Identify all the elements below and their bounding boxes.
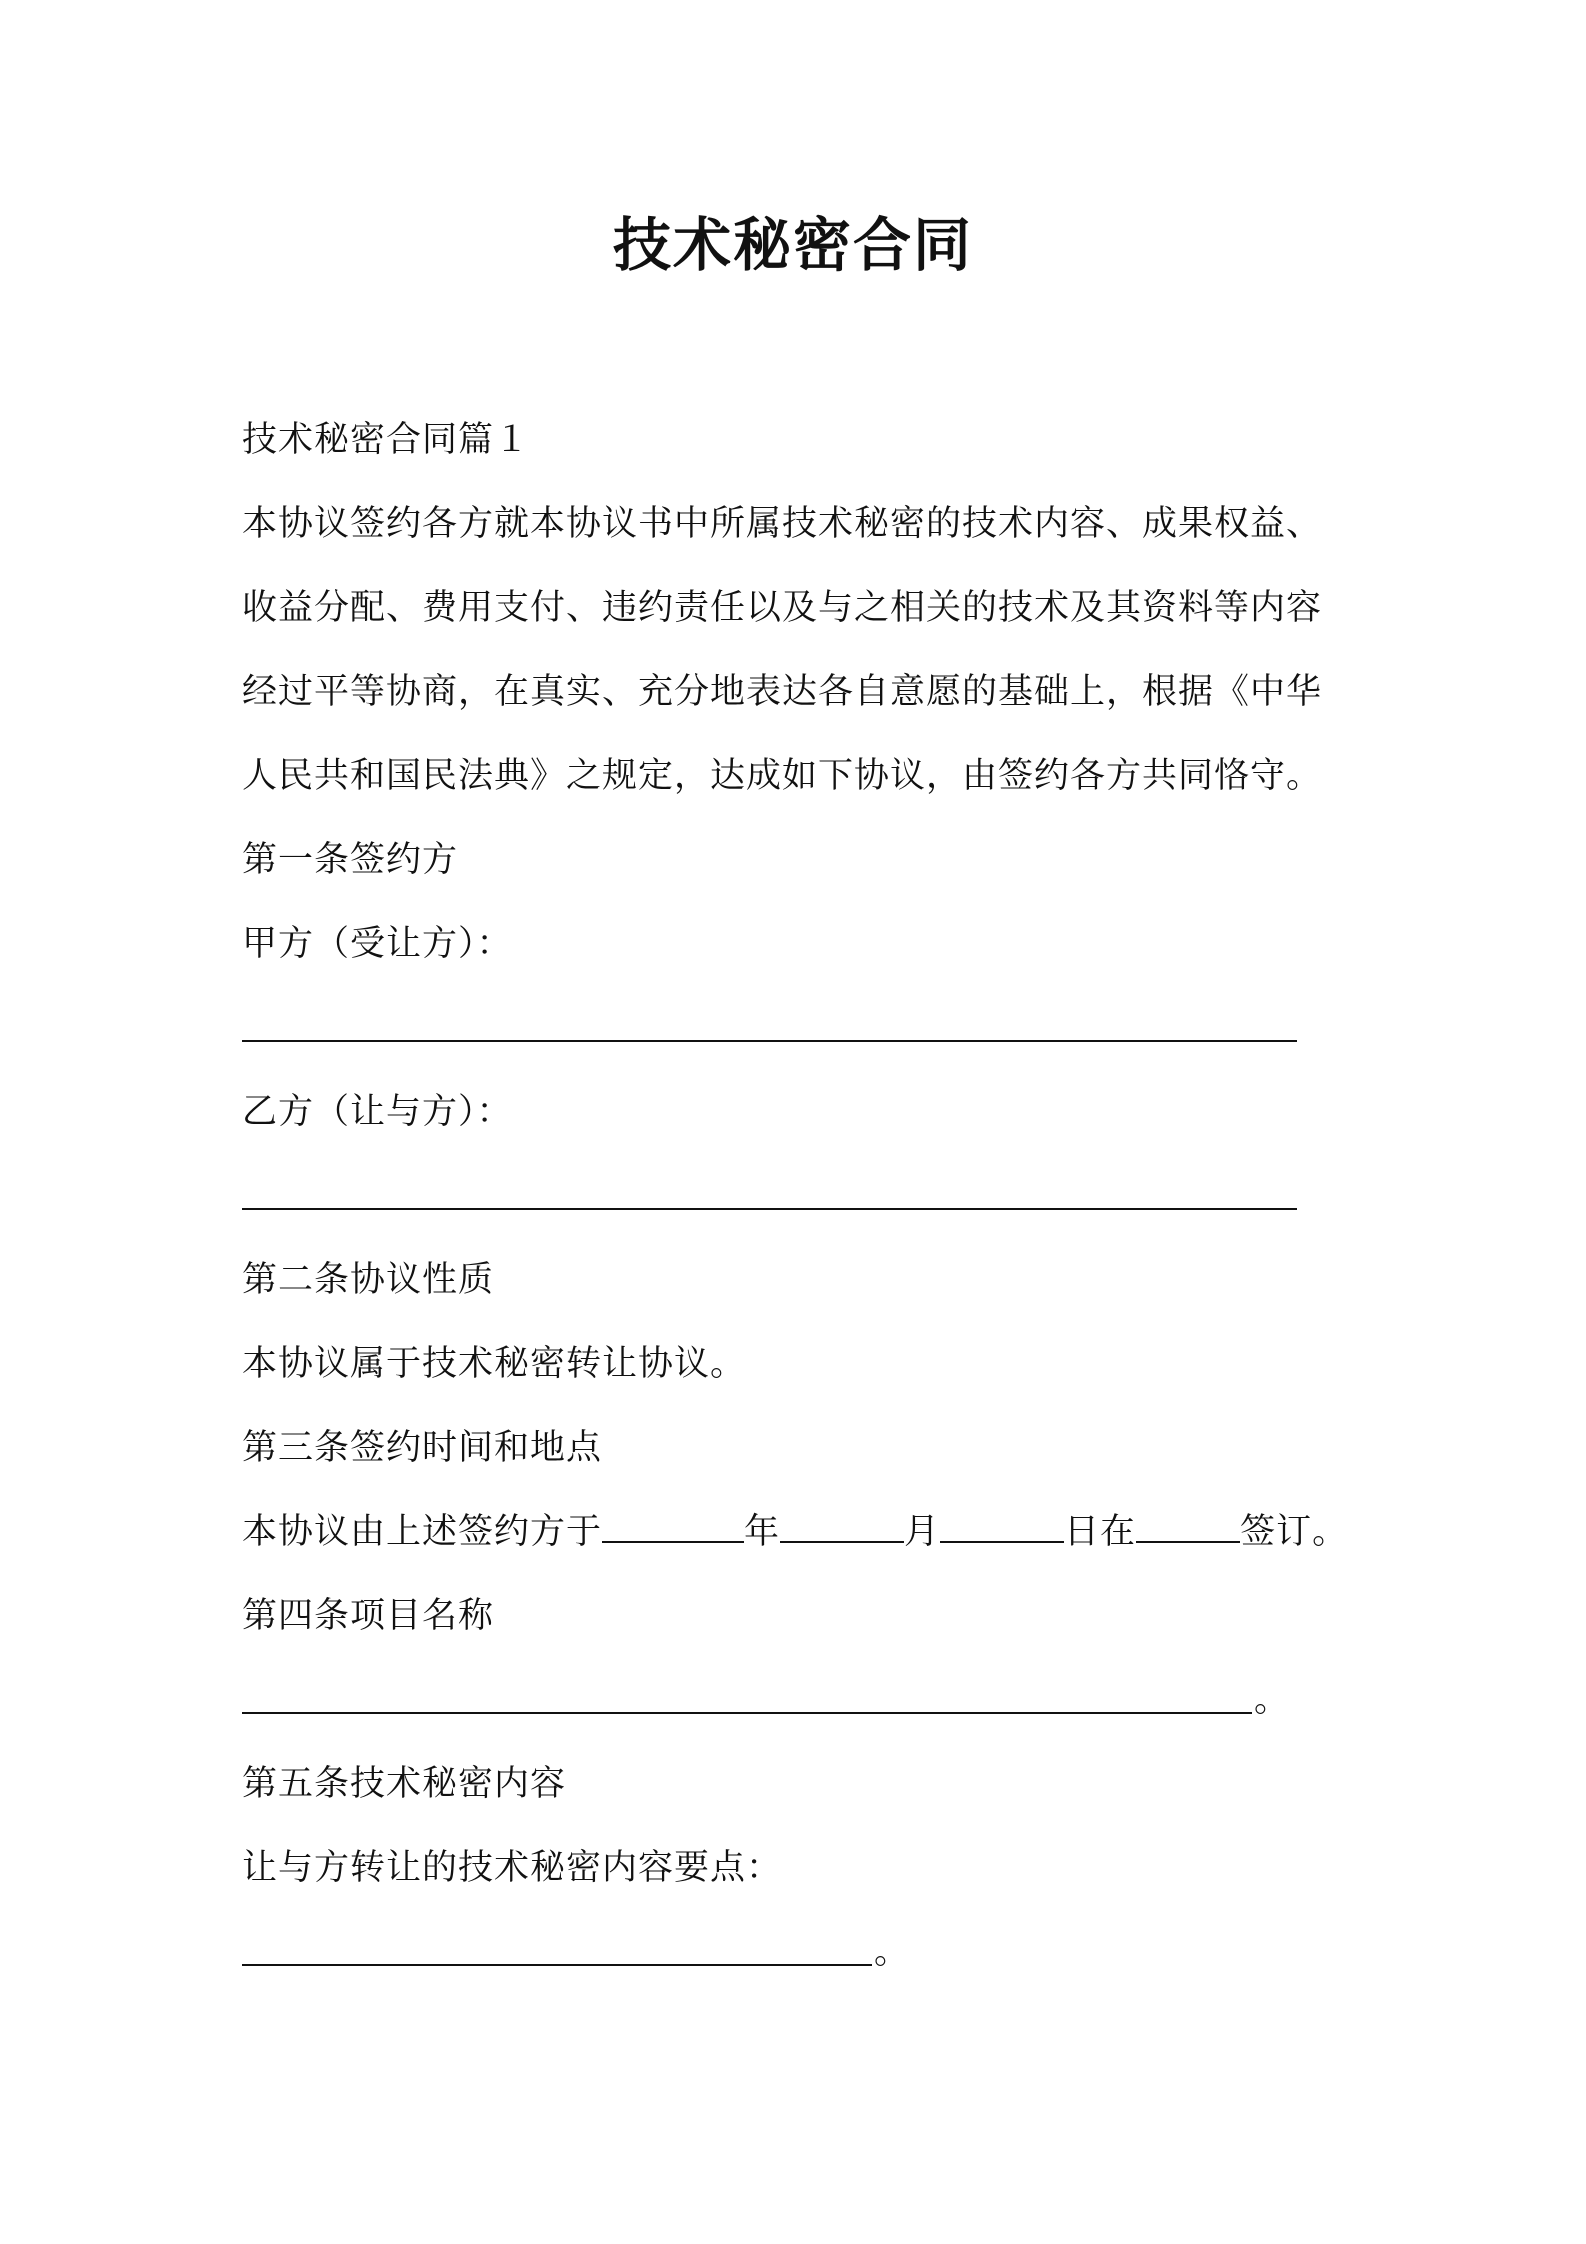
party-a-label: 甲方（受让方）：	[242, 924, 513, 964]
year-blank	[602, 1511, 744, 1543]
article-5-text: 让与方转让的技术秘密内容要点：	[242, 1848, 783, 1888]
party-b-fill-line	[242, 1208, 1297, 1210]
secret-content-blank	[242, 1910, 1392, 1994]
article-1-heading: 第一条签约方	[242, 840, 459, 880]
article-3-heading: 第三条签约时间和地点	[242, 1428, 603, 1468]
article-3-text-start: 本协议由上述签约方于	[242, 1512, 603, 1552]
project-name-fill-line	[242, 1712, 1252, 1714]
intro-line-4: 人民共和国民法典》之规定，达成如下协议，由签约各方共同恪守。	[242, 756, 1323, 796]
day-blank	[940, 1511, 1064, 1543]
document-body	[242, 398, 1392, 1994]
day-at-label: 日在	[1064, 1512, 1137, 1552]
place-blank	[1136, 1511, 1240, 1543]
party-b-label: 乙方（让与方）：	[242, 1092, 513, 1132]
party-a-blank	[242, 986, 1392, 1070]
project-name-end-mark: 。	[1254, 1680, 1290, 1720]
month-blank	[780, 1511, 904, 1543]
article-3-text	[242, 1490, 1392, 1574]
month-label: 月	[904, 1512, 941, 1552]
article-5-heading: 第五条技术秘密内容	[242, 1764, 567, 1804]
intro-line-1: 本协议签约各方就本协议书中所属技术秘密的技术内容、成果权益、	[242, 504, 1323, 544]
intro-line-3: 经过平等协商，在真实、充分地表达各自意愿的基础上，根据《中华	[242, 672, 1323, 712]
section-heading: 技术秘密合同篇１	[242, 420, 531, 460]
year-label: 年	[744, 1512, 781, 1552]
party-a-fill-line	[242, 1040, 1297, 1042]
signed-label: 签订。	[1240, 1512, 1349, 1552]
article-2-heading: 第二条协议性质	[242, 1260, 495, 1300]
secret-content-end-mark: 。	[874, 1932, 910, 1972]
party-b-blank	[242, 1154, 1392, 1238]
project-name-blank	[242, 1658, 1392, 1742]
document-title: 技术秘密合同	[612, 211, 973, 279]
intro-line-2: 收益分配、费用支付、违约责任以及与之相关的技术及其资料等内容	[242, 588, 1323, 628]
article-2-text: 本协议属于技术秘密转让协议。	[242, 1344, 747, 1384]
article-4-heading: 第四条项目名称	[242, 1596, 495, 1636]
secret-content-fill-line	[242, 1964, 872, 1966]
